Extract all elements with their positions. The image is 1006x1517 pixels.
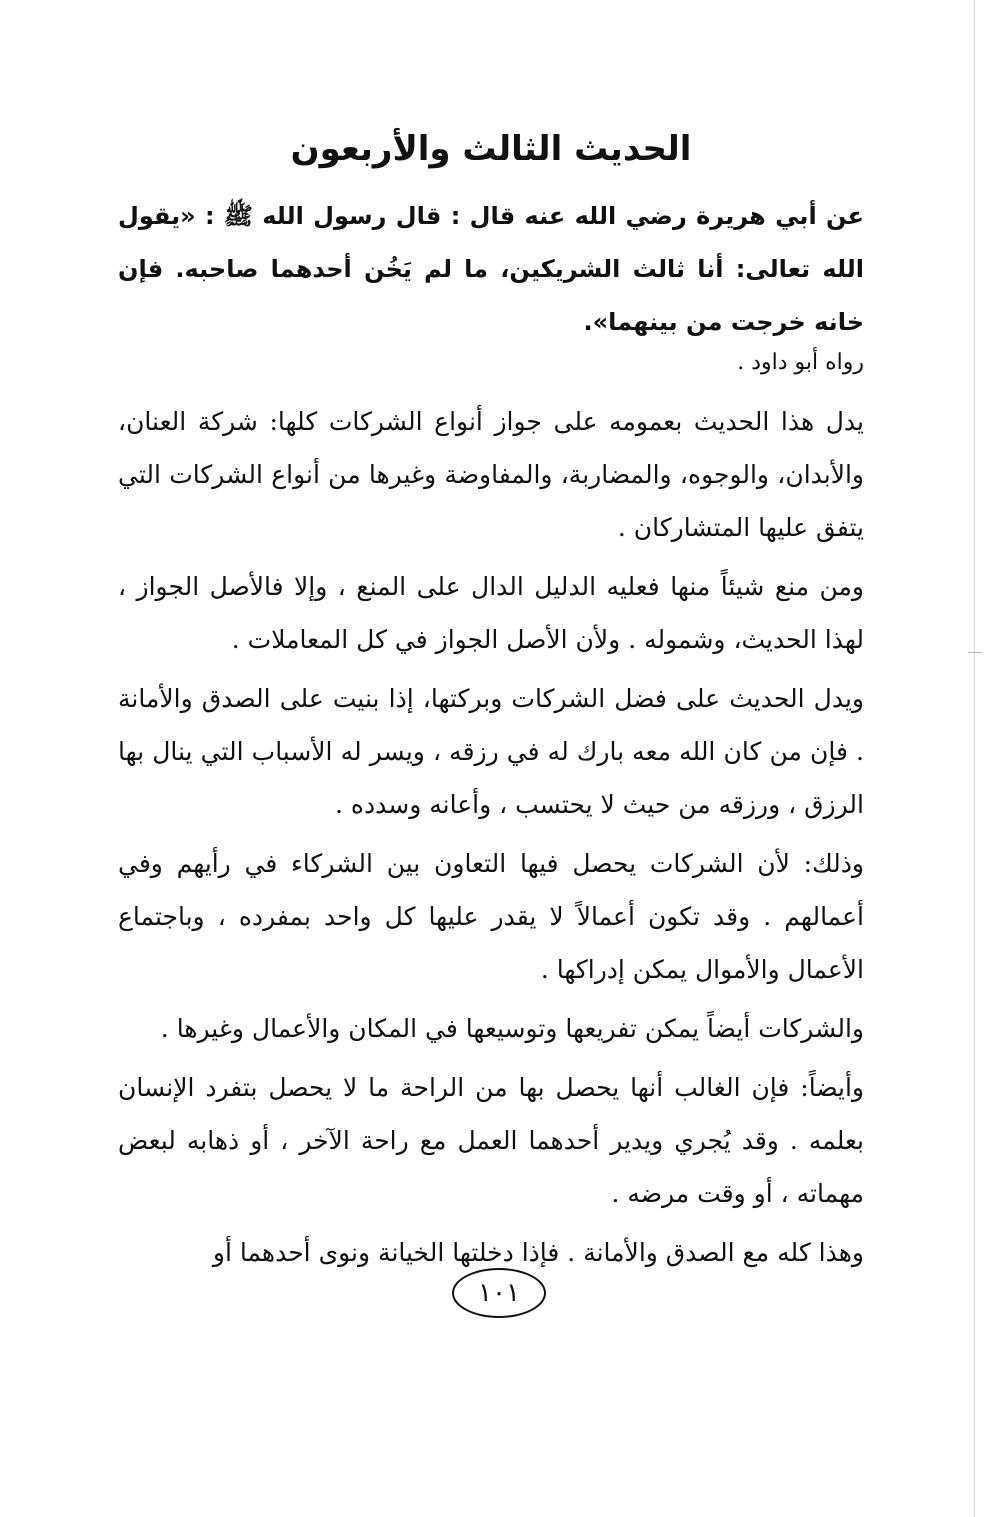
paragraph: يدل هذا الحديث بعمومه على جواز أنواع الشركات كلها: شركة العنان، والأبدان، والوجوه، والمضاربة، والمفاوضة وغيرها من أنواع الشركات التي يتفق عليها المتشاركان . xyxy=(118,407,864,542)
paragraph: والشركات أيضاً يمكن تفريعها وتوسيعها في المكان والأعمال وغيرها . xyxy=(160,1014,864,1043)
paragraph: ومن منع شيئاً منها فعليه الدليل الدال على المنع ، وإلا فالأصل الجواز ، لهذا الحديث، وشموله . ولأن الأصل الجواز في كل المعاملات . xyxy=(118,572,864,654)
paragraph: وذلك: لأن الشركات يحصل فيها التعاون بين الشركاء في رأيهم وفي أعمالهم . وقد تكون أعمالاً لا يقدر عليها كل واحد بمفرده ، وباجتماع الأعمال والأموال يمكن إدراكها . xyxy=(118,849,864,984)
page-number: ١٠١ xyxy=(452,1268,546,1318)
paragraph: ويدل الحديث على فضل الشركات وبركتها، إذا بنيت على الصدق والأمانة . فإن من كان الله معه بارك له في رزقه ، ويسر له الأسباب التي ينال بها الرزق ، ورزقه من حيث لا يحتسب ، وأعانه وسدده . xyxy=(118,684,864,819)
paragraph: وهذا كله مع الصدق والأمانة . فإذا دخلتها الخيانة ونوى أحدهما أو xyxy=(212,1238,864,1267)
text-block xyxy=(118,118,864,1279)
hadith-source: رواه أبو داود . xyxy=(737,350,864,375)
page-edge-line xyxy=(974,0,975,1517)
hadith-text: عن أبي هريرة رضي الله عنه قال : قال رسول الله ﷺ : «يقول الله تعالى: أنا ثالث الشريكين، ما لم يَخُن أحدهما صاحبه. فإن خانه خرجت من بينهما». xyxy=(118,202,864,336)
page-title: الحديث الثالث والأربعون xyxy=(290,129,692,169)
page-edge-tick xyxy=(968,652,982,653)
paragraph: وأيضاً: فإن الغالب أنها يحصل بها من الراحة ما لا يحصل بتفرد الإنسان بعلمه . وقد يُجري ويدير أحدهما العمل مع راحة الآخر ، أو ذهابه لبعض مهماته ، أو وقت مرضه . xyxy=(118,1073,864,1208)
